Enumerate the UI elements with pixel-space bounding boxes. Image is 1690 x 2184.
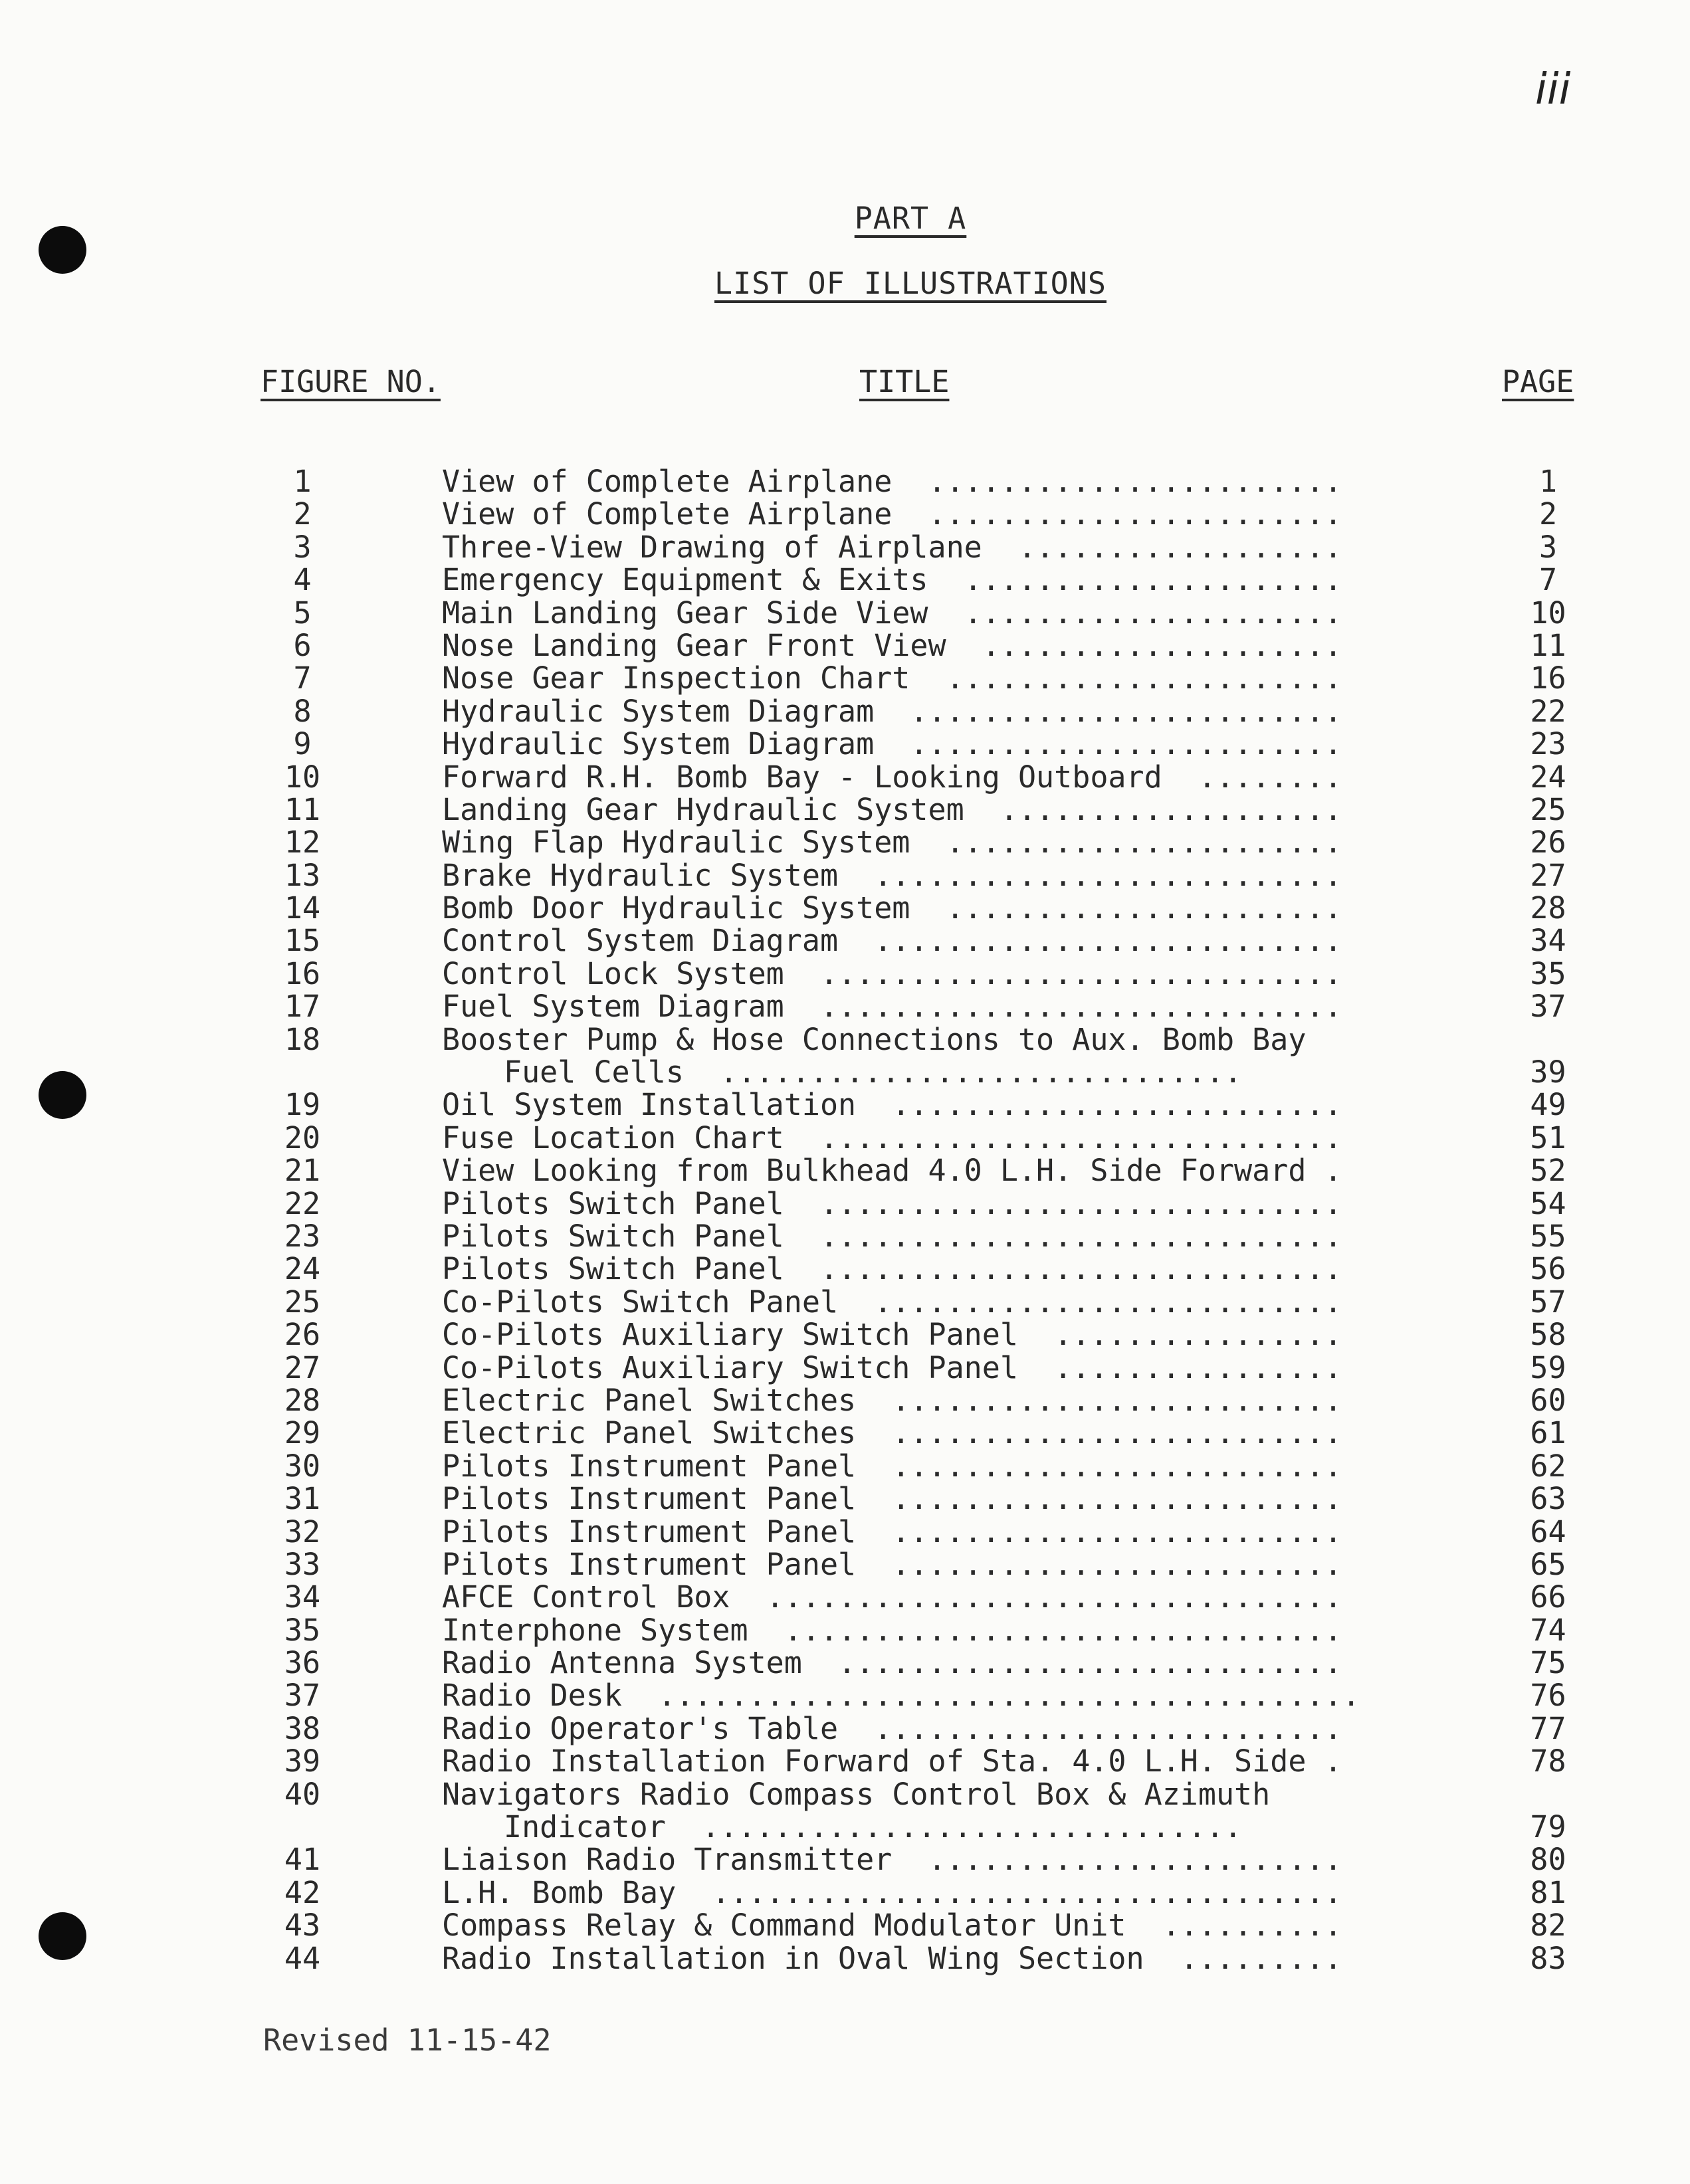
page-reference: 60 <box>1530 1382 1566 1418</box>
figure-number: 21 <box>284 1153 321 1189</box>
page-reference: 1 <box>1538 464 1558 499</box>
illustration-list <box>0 465 1690 1975</box>
figure-number: 39 <box>284 1743 321 1779</box>
list-item <box>0 826 1690 858</box>
figure-title-line: Pilots Instrument Panel ......................... <box>442 1481 1342 1517</box>
figure-title-line: Pilots Instrument Panel ......................... <box>442 1546 1342 1582</box>
list-item <box>0 1088 1690 1121</box>
page-reference: 39 <box>1530 1054 1566 1090</box>
page-reference: 52 <box>1530 1153 1566 1189</box>
page-reference: 74 <box>1530 1612 1566 1648</box>
figure-title <box>442 1679 1360 1712</box>
page-reference: 78 <box>1530 1743 1566 1779</box>
figure-title-line: Bomb Door Hydraulic System ...................... <box>442 890 1342 926</box>
figure-title <box>442 1450 1342 1482</box>
figure-number: 4 <box>293 562 312 598</box>
list-item <box>0 1417 1690 1449</box>
figure-title-line: Oil System Installation ......................... <box>442 1087 1342 1123</box>
figure-title <box>442 826 1342 858</box>
list-item <box>0 728 1690 760</box>
figure-title <box>442 1023 1306 1089</box>
figure-number: 12 <box>284 825 321 860</box>
list-item <box>0 465 1690 498</box>
list-item <box>0 1286 1690 1318</box>
list-item <box>0 1450 1690 1482</box>
list-item <box>0 957 1690 990</box>
page-reference: 27 <box>1530 857 1566 893</box>
figure-title <box>442 859 1342 892</box>
figure-title-line: Hydraulic System Diagram ........................ <box>442 726 1342 762</box>
figure-title <box>442 1646 1342 1679</box>
figure-title <box>442 728 1342 760</box>
figure-title <box>442 761 1342 793</box>
list-item <box>0 1745 1690 1777</box>
page-reference: 26 <box>1530 825 1566 860</box>
figure-number: 28 <box>284 1382 321 1418</box>
figure-title-line: Radio Installation Forward of Sta. 4.0 L.H. Side . <box>442 1743 1342 1779</box>
figure-title-line: Control System Diagram .......................... <box>442 923 1342 959</box>
figure-title <box>442 1614 1342 1646</box>
list-item <box>0 1220 1690 1252</box>
page-reference: 83 <box>1530 1940 1566 1976</box>
figure-title <box>442 1187 1342 1220</box>
figure-number: 29 <box>284 1415 321 1451</box>
figure-number: 22 <box>284 1185 321 1221</box>
figure-title <box>442 629 1342 662</box>
figure-title-line: Wing Flap Hydraulic System ...................... <box>442 825 1342 860</box>
figure-number: 38 <box>284 1710 321 1746</box>
figure-number: 44 <box>284 1940 321 1976</box>
figure-title-line: Brake Hydraulic System .......................... <box>442 857 1342 893</box>
list-item <box>0 990 1690 1023</box>
figure-title-line: Electric Panel Switches ......................... <box>442 1415 1342 1451</box>
figure-title <box>442 465 1342 498</box>
page-reference: 7 <box>1538 562 1558 598</box>
page-reference: 49 <box>1530 1087 1566 1123</box>
figure-number: 41 <box>284 1842 321 1878</box>
figure-title-line: Pilots Switch Panel ............................. <box>442 1251 1342 1287</box>
list-title <box>0 266 1690 301</box>
figure-title <box>442 1712 1342 1745</box>
figure-title <box>442 924 1342 957</box>
figure-title-line: Compass Relay & Command Modulator Unit .......... <box>442 1908 1342 1943</box>
figure-number: 16 <box>284 955 321 991</box>
figure-title <box>442 1384 1342 1417</box>
list-item <box>0 1581 1690 1613</box>
figure-number: 5 <box>293 595 312 631</box>
page-reference: 28 <box>1530 890 1566 926</box>
figure-title <box>442 990 1342 1023</box>
figure-number: 14 <box>284 890 321 926</box>
figure-title <box>442 1843 1342 1876</box>
figure-title-line: Radio Antenna System ............................ <box>442 1645 1342 1681</box>
figure-number: 33 <box>284 1546 321 1582</box>
page-reference: 56 <box>1530 1251 1566 1287</box>
figure-title <box>442 1318 1342 1351</box>
column-header-title: TITLE <box>859 364 950 399</box>
figure-number: 25 <box>284 1284 321 1320</box>
list-title-text: LIST OF ILLUSTRATIONS <box>714 266 1107 301</box>
page-reference: 2 <box>1538 496 1558 532</box>
figure-title-continuation: Fuel Cells ............................. <box>504 1054 1242 1090</box>
list-item <box>0 1712 1690 1745</box>
figure-number: 31 <box>284 1481 321 1517</box>
figure-title-line: Radio Operator's Table .......................... <box>442 1710 1342 1746</box>
figure-title <box>442 563 1342 596</box>
list-item <box>0 793 1690 826</box>
list-item <box>0 1516 1690 1548</box>
figure-title <box>442 1351 1342 1384</box>
figure-number: 2 <box>293 496 312 532</box>
figure-number: 13 <box>284 857 321 893</box>
figure-number: 7 <box>293 660 312 696</box>
figure-title-line: Co-Pilots Auxiliary Switch Panel ................ <box>442 1317 1342 1353</box>
page-reference: 24 <box>1530 759 1566 795</box>
figure-number: 6 <box>293 627 312 663</box>
list-item <box>0 892 1690 924</box>
figure-title <box>442 957 1342 990</box>
figure-number: 35 <box>284 1612 321 1648</box>
figure-title-line: Liaison Radio Transmitter ....................... <box>442 1842 1342 1878</box>
figure-number: 9 <box>293 726 312 762</box>
part-title <box>0 201 1690 236</box>
figure-title-line: Radio Desk ....................................... <box>442 1678 1360 1714</box>
figure-title <box>442 892 1342 924</box>
list-item <box>0 1942 1690 1975</box>
figure-title-line: Three-View Drawing of Airplane .................. <box>442 529 1342 565</box>
figure-title-line: Fuse Location Chart ............................. <box>442 1120 1342 1155</box>
revision-note: Revised 11-15-42 <box>263 2023 552 2058</box>
figure-title <box>442 695 1342 728</box>
figure-number: 36 <box>284 1645 321 1681</box>
figure-number: 30 <box>284 1448 321 1484</box>
figure-title-line: Forward R.H. Bomb Bay - Looking Outboard ........ <box>442 759 1342 795</box>
page-reference: 3 <box>1538 529 1558 565</box>
figure-title <box>442 1122 1342 1154</box>
part-title-text: PART A <box>854 201 967 236</box>
figure-number: 37 <box>284 1678 321 1714</box>
figure-number: 23 <box>284 1219 321 1254</box>
list-item <box>0 531 1690 563</box>
figure-title <box>442 1482 1342 1515</box>
figure-number: 19 <box>284 1087 321 1123</box>
page-reference: 22 <box>1530 693 1566 729</box>
figure-title-line: Electric Panel Switches ......................... <box>442 1382 1342 1418</box>
figure-title <box>442 1548 1342 1581</box>
page-reference: 79 <box>1530 1809 1566 1845</box>
list-item <box>0 629 1690 662</box>
figure-number: 3 <box>293 529 312 565</box>
figure-number: 17 <box>284 989 321 1025</box>
figure-title <box>442 1581 1342 1613</box>
figure-title-line: View of Complete Airplane ....................... <box>442 464 1342 499</box>
figure-title-line: Pilots Switch Panel ............................. <box>442 1185 1342 1221</box>
figure-number: 32 <box>284 1514 321 1549</box>
list-item <box>0 859 1690 892</box>
page-reference: 37 <box>1530 989 1566 1025</box>
figure-title <box>442 1286 1342 1318</box>
list-item <box>0 1876 1690 1909</box>
list-item <box>0 1778 1690 1844</box>
figure-title <box>442 1154 1342 1187</box>
figure-title-line: Co-Pilots Auxiliary Switch Panel ................ <box>442 1349 1342 1385</box>
figure-title-line: View Looking from Bulkhead 4.0 L.H. Side Forward . <box>442 1153 1342 1189</box>
page-number: iii <box>1535 65 1571 114</box>
page-reference: 59 <box>1530 1349 1566 1385</box>
page-reference: 76 <box>1530 1678 1566 1714</box>
figure-title <box>442 1942 1342 1975</box>
figure-title <box>442 498 1342 530</box>
figure-title-line: Emergency Equipment & Exits ..................... <box>442 562 1342 598</box>
figure-title <box>442 1516 1342 1548</box>
figure-title-continuation: Indicator .............................. <box>504 1809 1242 1845</box>
figure-title <box>442 1088 1342 1121</box>
list-item <box>0 1154 1690 1187</box>
figure-number: 24 <box>284 1251 321 1287</box>
column-header-figure: FIGURE NO. <box>261 364 441 399</box>
figure-number: 8 <box>293 693 312 729</box>
figure-number: 1 <box>293 464 312 499</box>
figure-title-line: Radio Installation in Oval Wing Section ......... <box>442 1940 1342 1976</box>
figure-title-line: Pilots Instrument Panel ......................... <box>442 1514 1342 1549</box>
list-item <box>0 597 1690 629</box>
figure-title <box>442 1909 1342 1941</box>
page-reference: 58 <box>1530 1317 1566 1353</box>
page-reference: 54 <box>1530 1185 1566 1221</box>
page-reference: 10 <box>1530 595 1566 631</box>
list-item <box>0 1351 1690 1384</box>
page-reference: 77 <box>1530 1710 1566 1746</box>
list-item <box>0 1384 1690 1417</box>
page-reference: 61 <box>1530 1415 1566 1451</box>
figure-title <box>442 1745 1342 1777</box>
figure-number: 43 <box>284 1908 321 1943</box>
page-reference: 23 <box>1530 726 1566 762</box>
figure-title-line: Co-Pilots Switch Panel .......................... <box>442 1284 1342 1320</box>
page-reference: 55 <box>1530 1219 1566 1254</box>
page-reference: 66 <box>1530 1579 1566 1615</box>
page-reference: 16 <box>1530 660 1566 696</box>
figure-number: 40 <box>284 1776 321 1812</box>
figure-title-line: Pilots Switch Panel ............................. <box>442 1219 1342 1254</box>
list-item <box>0 1646 1690 1679</box>
page-reference: 35 <box>1530 955 1566 991</box>
figure-number: 34 <box>284 1579 321 1615</box>
column-header-page: PAGE <box>1502 364 1574 399</box>
page-reference: 62 <box>1530 1448 1566 1484</box>
figure-title-line: AFCE Control Box ................................ <box>442 1579 1342 1615</box>
figure-title <box>442 597 1342 629</box>
figure-number: 26 <box>284 1317 321 1353</box>
page-reference: 25 <box>1530 791 1566 827</box>
list-item <box>0 563 1690 596</box>
list-item <box>0 924 1690 957</box>
figure-title-line: Hydraulic System Diagram ........................ <box>442 693 1342 729</box>
list-item <box>0 1318 1690 1351</box>
page-reference: 75 <box>1530 1645 1566 1681</box>
figure-number: 27 <box>284 1349 321 1385</box>
figure-title-line: Control Lock System ............................. <box>442 955 1342 991</box>
figure-number: 11 <box>284 791 321 827</box>
page-reference: 51 <box>1530 1120 1566 1155</box>
figure-title <box>442 1778 1270 1844</box>
figure-title-line: L.H. Bomb Bay ................................... <box>442 1874 1342 1910</box>
list-item <box>0 1909 1690 1941</box>
list-item <box>0 1023 1690 1089</box>
page-reference: 80 <box>1530 1842 1566 1878</box>
figure-title <box>442 662 1342 694</box>
figure-title-line: Landing Gear Hydraulic System ................... <box>442 791 1342 827</box>
figure-title-line: Fuel System Diagram ............................. <box>442 989 1342 1025</box>
figure-number: 10 <box>284 759 321 795</box>
figure-title-line: Interphone System ............................... <box>442 1612 1342 1648</box>
figure-title-line: View of Complete Airplane ....................... <box>442 496 1342 532</box>
figure-number: 18 <box>284 1021 321 1057</box>
page-reference: 11 <box>1530 627 1566 663</box>
list-item <box>0 1252 1690 1285</box>
figure-title-line: Pilots Instrument Panel ......................... <box>442 1448 1342 1484</box>
figure-title <box>442 531 1342 563</box>
figure-title <box>442 1252 1342 1285</box>
figure-title <box>442 1876 1342 1909</box>
figure-title-line: Main Landing Gear Side View ..................... <box>442 595 1342 631</box>
list-item <box>0 1482 1690 1515</box>
list-item <box>0 1548 1690 1581</box>
figure-title-line: Nose Gear Inspection Chart ...................... <box>442 660 1342 696</box>
list-item <box>0 695 1690 728</box>
page-reference: 63 <box>1530 1481 1566 1517</box>
figure-number: 15 <box>284 923 321 959</box>
list-item <box>0 662 1690 694</box>
figure-title <box>442 793 1342 826</box>
figure-title-line: Navigators Radio Compass Control Box & Azimuth <box>442 1776 1271 1812</box>
list-item <box>0 761 1690 793</box>
list-item <box>0 1187 1690 1220</box>
figure-title <box>442 1417 1342 1449</box>
figure-title-line: Booster Pump & Hose Connections to Aux. Bomb Bay <box>442 1021 1307 1057</box>
page-reference: 64 <box>1530 1514 1566 1549</box>
figure-title <box>442 1220 1342 1252</box>
figure-title-line: Nose Landing Gear Front View .................... <box>442 627 1342 663</box>
list-item <box>0 498 1690 530</box>
page-reference: 82 <box>1530 1908 1566 1943</box>
page-reference: 57 <box>1530 1284 1566 1320</box>
list-item <box>0 1122 1690 1154</box>
page-reference: 81 <box>1530 1874 1566 1910</box>
figure-number: 42 <box>284 1874 321 1910</box>
figure-number: 20 <box>284 1120 321 1155</box>
list-item <box>0 1679 1690 1712</box>
page-reference: 34 <box>1530 923 1566 959</box>
page-reference: 65 <box>1530 1546 1566 1582</box>
list-item <box>0 1843 1690 1876</box>
list-item <box>0 1614 1690 1646</box>
